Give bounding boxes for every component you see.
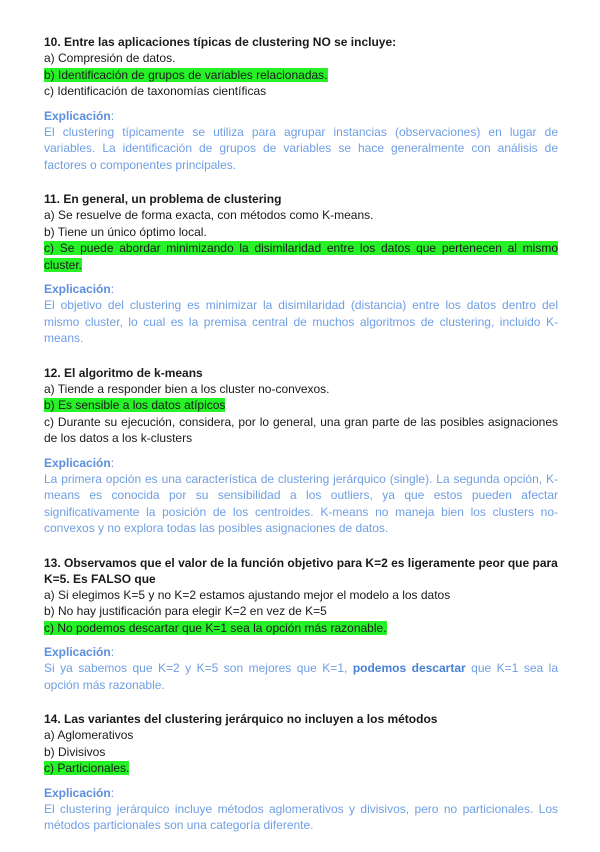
- option-b-correct: b) Identificación de grupos de variables relacionadas.: [44, 67, 328, 82]
- option-b: b) Tiene un único óptimo local.: [44, 224, 207, 239]
- explanation-text: La primera opción es una característica de clustering jerárquico (single). La segunda opción, K-means es conocida por su sensibilidad a los outliers, ya que estos pueden afectar significativamente la posición de los centroides. K-means no maneja bien los clusters no-convexos y no explora todas las posibles asignaciones de datos.: [44, 471, 558, 535]
- explanation-label: Explicación:: [44, 108, 115, 123]
- option-c-correct: c) Se puede abordar minimizando la disimilaridad entre los datos que pertenecen al mismo cluster.: [44, 241, 558, 272]
- option-b-correct: b) Es sensible a los datos atípicos: [44, 398, 226, 412]
- question-title: 10. Entre las aplicaciones típicas de clustering NO se incluye:: [44, 35, 397, 49]
- option-c: c) Identificación de taxonomías científicas: [44, 84, 267, 98]
- explanation-text: El clustering típicamente se utiliza para agrupar instancias (observaciones) en lugar de variables. La identificación de grupos de variables se hace generalmente con análisis de factores o componentes principales.: [44, 124, 558, 172]
- option-b: b) Divisivos: [44, 744, 106, 759]
- option-c-correct: c) Particionales.: [44, 761, 130, 775]
- question-11: [44, 191, 558, 347]
- question-13: [44, 555, 558, 694]
- explanation-label: Explicación:: [44, 785, 115, 800]
- explanation-label: Explicación:: [44, 645, 115, 659]
- explanation-emphasis: podemos descartar: [352, 661, 466, 675]
- option-b: b) No hay justificación para elegir K=2 en vez de K=5: [44, 604, 327, 618]
- question-12: [44, 365, 558, 537]
- option-c: c) Durante su ejecución, considera, por lo general, una gran parte de las posibles asignaciones de los datos a los k-clusters: [44, 414, 558, 445]
- explanation-label: Explicación:: [44, 282, 115, 296]
- question-title: 12. El algoritmo de k-means: [44, 365, 203, 380]
- option-a: a) Compresión de datos.: [44, 51, 176, 65]
- question-title: 13. Observamos que el valor de la función objetivo para K=2 es ligeramente peor que para K=5. Es FALSO que: [44, 555, 558, 586]
- explanation-text: El clustering jerárquico incluye métodos aglomerativos y divisivos, pero no particionales. Los métodos particionales son una categoría diferente.: [44, 801, 558, 832]
- question-10: [44, 34, 558, 173]
- document-page: [44, 34, 558, 852]
- option-c-correct: c) No podemos descartar que K=1 sea la opción más razonable.: [44, 620, 387, 635]
- explanation-text: El objetivo del clustering es minimizar la disimilaridad (distancia) entre los datos dentro del mismo cluster, lo cual es la premisa central de muchos algoritmos de clustering, incluido K-means.: [44, 298, 558, 345]
- question-14: [44, 711, 558, 834]
- explanation-label: Explicación:: [44, 455, 115, 470]
- option-a: a) Si elegimos K=5 y no K=2 estamos ajustando mejor el modelo a los datos: [44, 587, 451, 602]
- option-a: a) Aglomerativos: [44, 728, 134, 742]
- option-a: a) Tiende a responder bien a los cluster no-convexos.: [44, 381, 330, 396]
- explanation-text: Si ya sabemos que K=2 y K=5 son mejores que K=1, podemos descartar que K=1 sea la opción más razonable.: [44, 661, 558, 692]
- question-title: 14. Las variantes del clustering jerárquico no incluyen a los métodos: [44, 712, 438, 726]
- question-title: 11. En general, un problema de clustering: [44, 192, 282, 206]
- option-a: a) Se resuelve de forma exacta, con métodos como K-means.: [44, 208, 374, 222]
